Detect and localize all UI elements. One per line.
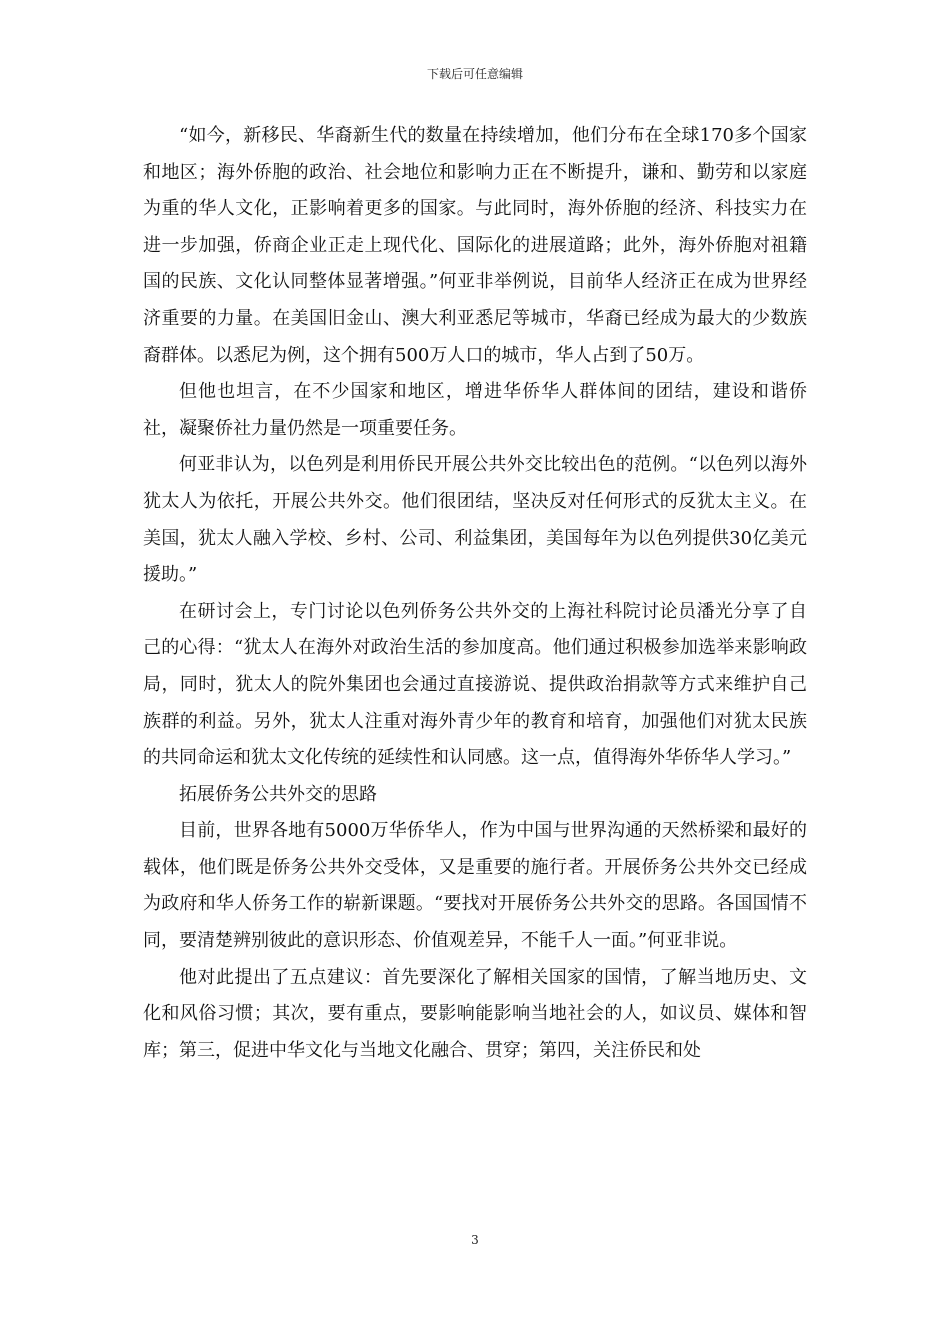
body-paragraph: 在研讨会上，专门讨论以色列侨务公共外交的上海社科院讨论员潘光分享了自己的心得：“犹太人在海外对政治生活的参加度高。他们通过积极参加选举来影响政局，同时，犹太人的院外集团也会通过直接游说、提供政治捐款等方式来维护自己族群的利益。另外，犹太人注重对海外青少年的教育和培育，加强他们对犹太民族的共同命运和犹太文化传统的延续性和认同感。这一点，值得海外华侨华人学习。” bbox=[143, 600, 807, 769]
body-paragraph: 目前，世界各地有5000万华侨华人，作为中国与世界沟通的天然桥梁和最好的载体，他们既是侨务公共外交受体，又是重要的施行者。开展侨务公共外交已经成为政府和华人侨务工作的崭新课题。“要找对开展侨务公共外交的思路。各国国情不同，要清楚辨别彼此的意识形态、价值观差异，不能千人一面。”何亚非说。 bbox=[143, 820, 807, 952]
document-body bbox=[143, 118, 807, 1069]
section-heading: 拓展侨务公共外交的思路 bbox=[179, 783, 377, 805]
page-header: 下载后可任意编辑 bbox=[426, 67, 523, 81]
body-paragraph: 他对此提出了五点建议：首先要深化了解相关国家的国情，了解当地历史、文化和风俗习惯；其次，要有重点，要影响能影响当地社会的人，如议员、媒体和智库；第三，促进中华文化与当地文化融合、贯穿；第四，关注侨民和处 bbox=[143, 966, 807, 1061]
page-number: 3 bbox=[471, 1233, 479, 1247]
body-paragraph: 何亚非认为，以色列是利用侨民开展公共外交比较出色的范例。“以色列以海外犹太人为依托，开展公共外交。他们很团结，坚决反对任何形式的反犹太主义。在美国，犹太人融入学校、乡村、公司、利益集团，美国每年为以色列提供30亿美元援助。” bbox=[143, 454, 807, 586]
body-paragraph: 但他也坦言，在不少国家和地区，增进华侨华人群体间的团结，建设和谐侨社，凝聚侨社力量仍然是一项重要任务。 bbox=[143, 381, 807, 439]
body-paragraph: “如今，新移民、华裔新生代的数量在持续增加，他们分布在全球170多个国家和地区；海外侨胞的政治、社会地位和影响力正在不断提升，谦和、勤劳和以家庭为重的华人文化，正影响着更多的国家。与此同时，海外侨胞的经济、科技实力在进一步加强，侨商企业正走上现代化、国际化的进展道路；此外，海外侨胞对祖籍国的民族、文化认同整体显著增强。”何亚非举例说，目前华人经济正在成为世界经济重要的力量。在美国旧金山、澳大利亚悉尼等城市，华裔已经成为最大的少数族裔群体。以悉尼为例，这个拥有500万人口的城市，华人占到了50万。 bbox=[143, 125, 807, 366]
